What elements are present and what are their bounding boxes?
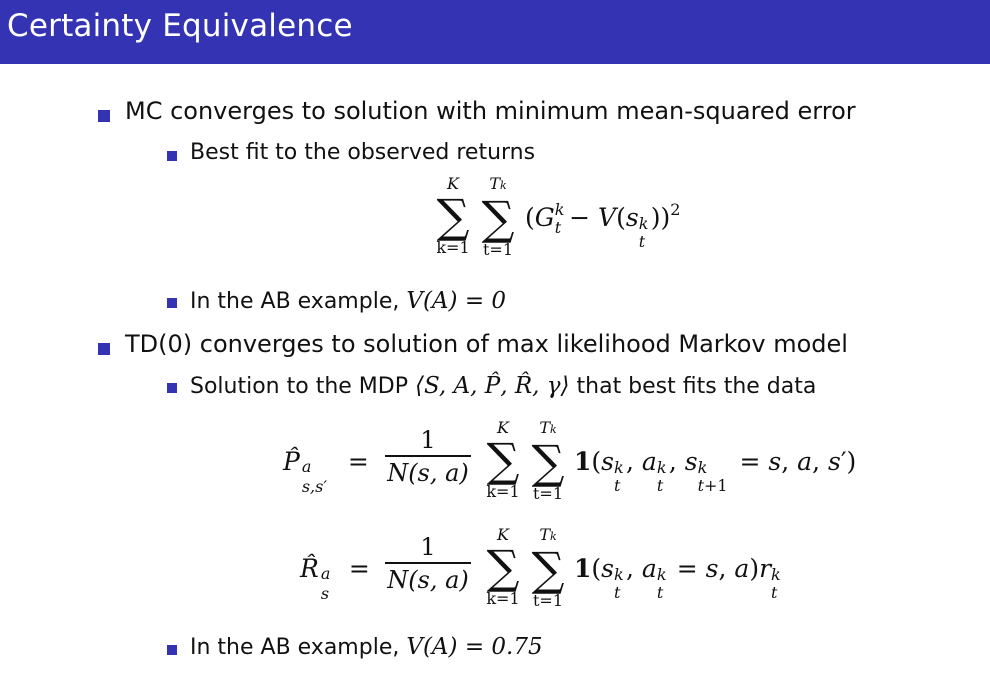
sum-sign: ∑: [531, 542, 565, 596]
bullet-marker: [167, 383, 177, 393]
sum-lower: k=1: [436, 238, 470, 257]
fraction-numerator: 1: [420, 533, 436, 561]
sum-upper: Tk: [539, 525, 557, 544]
sum-lower: t=1: [532, 591, 563, 610]
sum-upper: K: [447, 174, 459, 193]
fraction: [383, 425, 473, 489]
bullet-marker: [167, 151, 177, 161]
sum-k: [482, 526, 524, 608]
sum-lower: k=1: [486, 589, 520, 608]
td-example-value: V(A) = 0.75: [406, 634, 543, 660]
bullet-marker: [167, 645, 177, 655]
mdp-tuple: ⟨S, A, P̂, R̂, γ⟩: [414, 373, 570, 399]
indicator-term: 1(s k t , a k t , s k t+1 = s, a, s′): [574, 447, 857, 495]
sum-upper: Tk: [539, 418, 557, 437]
bullet-marker: [98, 110, 110, 122]
bullet-mc-fit: Best fit to the observed returns: [190, 140, 536, 165]
bullet-td-example: In the AB example, V(A) = 0.75: [190, 634, 543, 660]
bullet-marker: [98, 343, 110, 355]
slide-title: Certainty Equivalence: [7, 8, 353, 44]
sum-upper: K: [497, 525, 509, 544]
sum-k: [432, 175, 474, 257]
sum-sign: ∑: [486, 540, 520, 594]
sum-upper: K: [497, 418, 509, 437]
bullet-mc: MC converges to solution with minimum mean-squared error: [125, 97, 856, 125]
sum-upper: Tk: [489, 174, 507, 193]
bullet-td-solution: Solution to the MDP ⟨S, A, P̂, R̂, γ⟩ that best fits the data: [190, 373, 817, 399]
p-hat-lhs: P̂ a s,s′ =: [283, 447, 369, 496]
sum-sign: ∑: [531, 435, 565, 489]
sum-k: [482, 419, 524, 501]
sum-lower: t=1: [482, 240, 513, 259]
fraction-denominator: N(s, a): [387, 459, 469, 487]
reward-term: 1(s k t , a k t = s, a)r k t: [574, 554, 781, 602]
fraction: [383, 532, 473, 596]
mc-example-value: V(A) = 0: [406, 288, 507, 314]
sum-sign: ∑: [436, 189, 470, 243]
bullet-td: TD(0) converges to solution of max likelihood Markov model: [125, 330, 848, 358]
bullet-marker: [167, 298, 177, 308]
fraction-numerator: 1: [420, 426, 436, 454]
fraction-denominator: N(s, a): [387, 566, 469, 594]
sum-t: [477, 175, 519, 259]
sum-t: [527, 526, 569, 610]
sum-lower: t=1: [532, 484, 563, 503]
sum-lower: k=1: [486, 482, 520, 501]
r-hat-lhs: R̂ a s =: [300, 554, 370, 603]
bullet-mc-example: In the AB example, V(A) = 0: [190, 288, 507, 314]
sum-sign: ∑: [481, 191, 515, 245]
sum-sign: ∑: [486, 433, 520, 487]
mse-term: (G $_{k t}$ − V(s k t ))$^2$: [525, 200, 681, 251]
sum-t: [527, 419, 569, 503]
